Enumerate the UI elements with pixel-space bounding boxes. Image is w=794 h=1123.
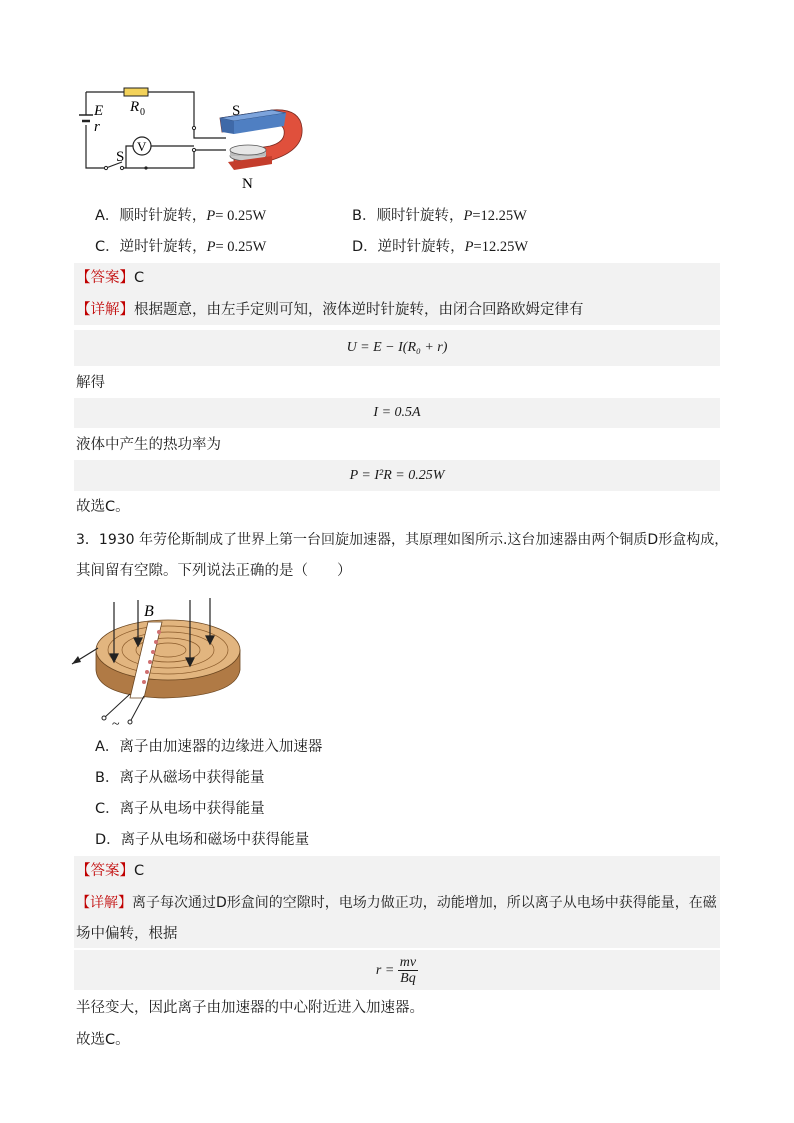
formula-radius	[74, 955, 720, 987]
formula-fraction	[398, 955, 418, 986]
detail-line1	[76, 893, 717, 913]
question-3-stem-line2: 其间留有空隙。下列说法正确的是（ ）	[76, 563, 352, 579]
fraction-numerator: mv	[399, 955, 417, 971]
option-letter: B．	[95, 770, 120, 786]
conclusion-text: 故选C。	[76, 499, 130, 515]
option-letter: A．	[95, 739, 120, 755]
option-letter: D．	[95, 832, 121, 848]
option-d[interactable]	[95, 830, 309, 850]
resistor-label-subscript: 0	[140, 107, 145, 118]
answer-value: C	[134, 863, 145, 879]
option-text: 逆时针旋转，	[377, 239, 465, 255]
option-a[interactable]	[95, 206, 266, 226]
option-text: 顺时针旋转，	[119, 208, 207, 224]
detail-text: 根据题意，由左手定则可知，液体逆时针旋转，由闭合回路欧姆定律有	[134, 302, 584, 318]
option-text: 离子从磁场中获得能量	[119, 770, 265, 786]
option-text: 离子从电场和磁场中获得能量	[120, 832, 310, 848]
heat-text: 液体中产生的热功率为	[76, 437, 221, 453]
option-letter: C．	[95, 801, 120, 817]
switch-label: S	[116, 149, 125, 165]
answer-line	[76, 861, 144, 881]
conclusion-text: 故选C。	[76, 1032, 130, 1048]
after-text: 半径变大，因此离子由加速器的中心附近进入加速器。	[76, 1000, 424, 1016]
option-d[interactable]	[352, 237, 528, 257]
option-letter: C．	[95, 239, 120, 255]
option-text: 逆时针旋转，	[119, 239, 207, 255]
option-value: = 0.25W	[215, 239, 267, 255]
option-text: 离子由加速器的边缘进入加速器	[119, 739, 323, 755]
internal-resistance-label: r	[94, 119, 100, 135]
option-value: = 0.25W	[215, 208, 267, 224]
circuit-magnet-figure	[76, 80, 316, 192]
detail-tag: 【详解】	[76, 895, 132, 911]
answer-line	[76, 268, 144, 288]
option-c[interactable]	[95, 237, 266, 257]
answer-tag: 【答案】	[76, 863, 134, 879]
formula-lhs: r =	[375, 963, 395, 978]
magnet-s-pole-label: S	[232, 103, 241, 119]
answer-value: C	[134, 270, 145, 286]
formula-power	[74, 461, 720, 491]
option-b[interactable]	[95, 768, 264, 788]
detail-line	[76, 300, 584, 320]
emf-label: E	[94, 103, 104, 119]
option-b[interactable]	[352, 206, 527, 226]
detail-line2: 场中偏转，根据	[76, 926, 178, 942]
question-3-stem-line1: 3．1930 年劳伦斯制成了世界上第一台回旋加速器，其原理如图所示.这台加速器由两个铜质D形盒构成，	[76, 532, 729, 548]
magnetic-field-label: B	[144, 603, 154, 620]
ac-source-icon: ~	[112, 717, 120, 730]
resistor-label: R	[130, 99, 140, 115]
detail-tag: 【详解】	[76, 302, 134, 318]
option-text: 顺时针旋转，	[376, 208, 464, 224]
option-a[interactable]	[95, 737, 322, 757]
formula-text: U = E − I(R₀ + r)	[346, 340, 448, 355]
option-value: =12.25W	[473, 239, 529, 255]
detail-text: 离子每次通过D形盒间的空隙时，电场力做正功，动能增加，所以离子从电场中获得能量，在磁	[132, 895, 717, 911]
option-letter: D．	[352, 239, 378, 255]
formula-current	[74, 398, 720, 428]
option-var: P	[206, 239, 216, 255]
option-value: =12.25W	[472, 208, 527, 224]
solve-text: 解得	[76, 375, 105, 391]
formula-text: P = I²R = 0.25W	[349, 468, 445, 483]
option-c[interactable]	[95, 799, 265, 819]
fraction-denominator: Bq	[400, 971, 416, 987]
voltmeter-label: V	[137, 139, 147, 154]
answer-tag: 【答案】	[76, 270, 134, 286]
formula-ohm	[74, 333, 720, 363]
option-text: 离子从电场中获得能量	[119, 801, 265, 817]
option-letter: B．	[352, 208, 377, 224]
cyclotron-figure	[64, 592, 254, 730]
magnet-n-pole-label: N	[242, 176, 253, 192]
option-var: P	[206, 208, 216, 224]
option-letter: A．	[95, 208, 120, 224]
formula-text: I = 0.5A	[373, 405, 421, 420]
option-var: P	[464, 239, 474, 255]
option-var: P	[463, 208, 473, 224]
